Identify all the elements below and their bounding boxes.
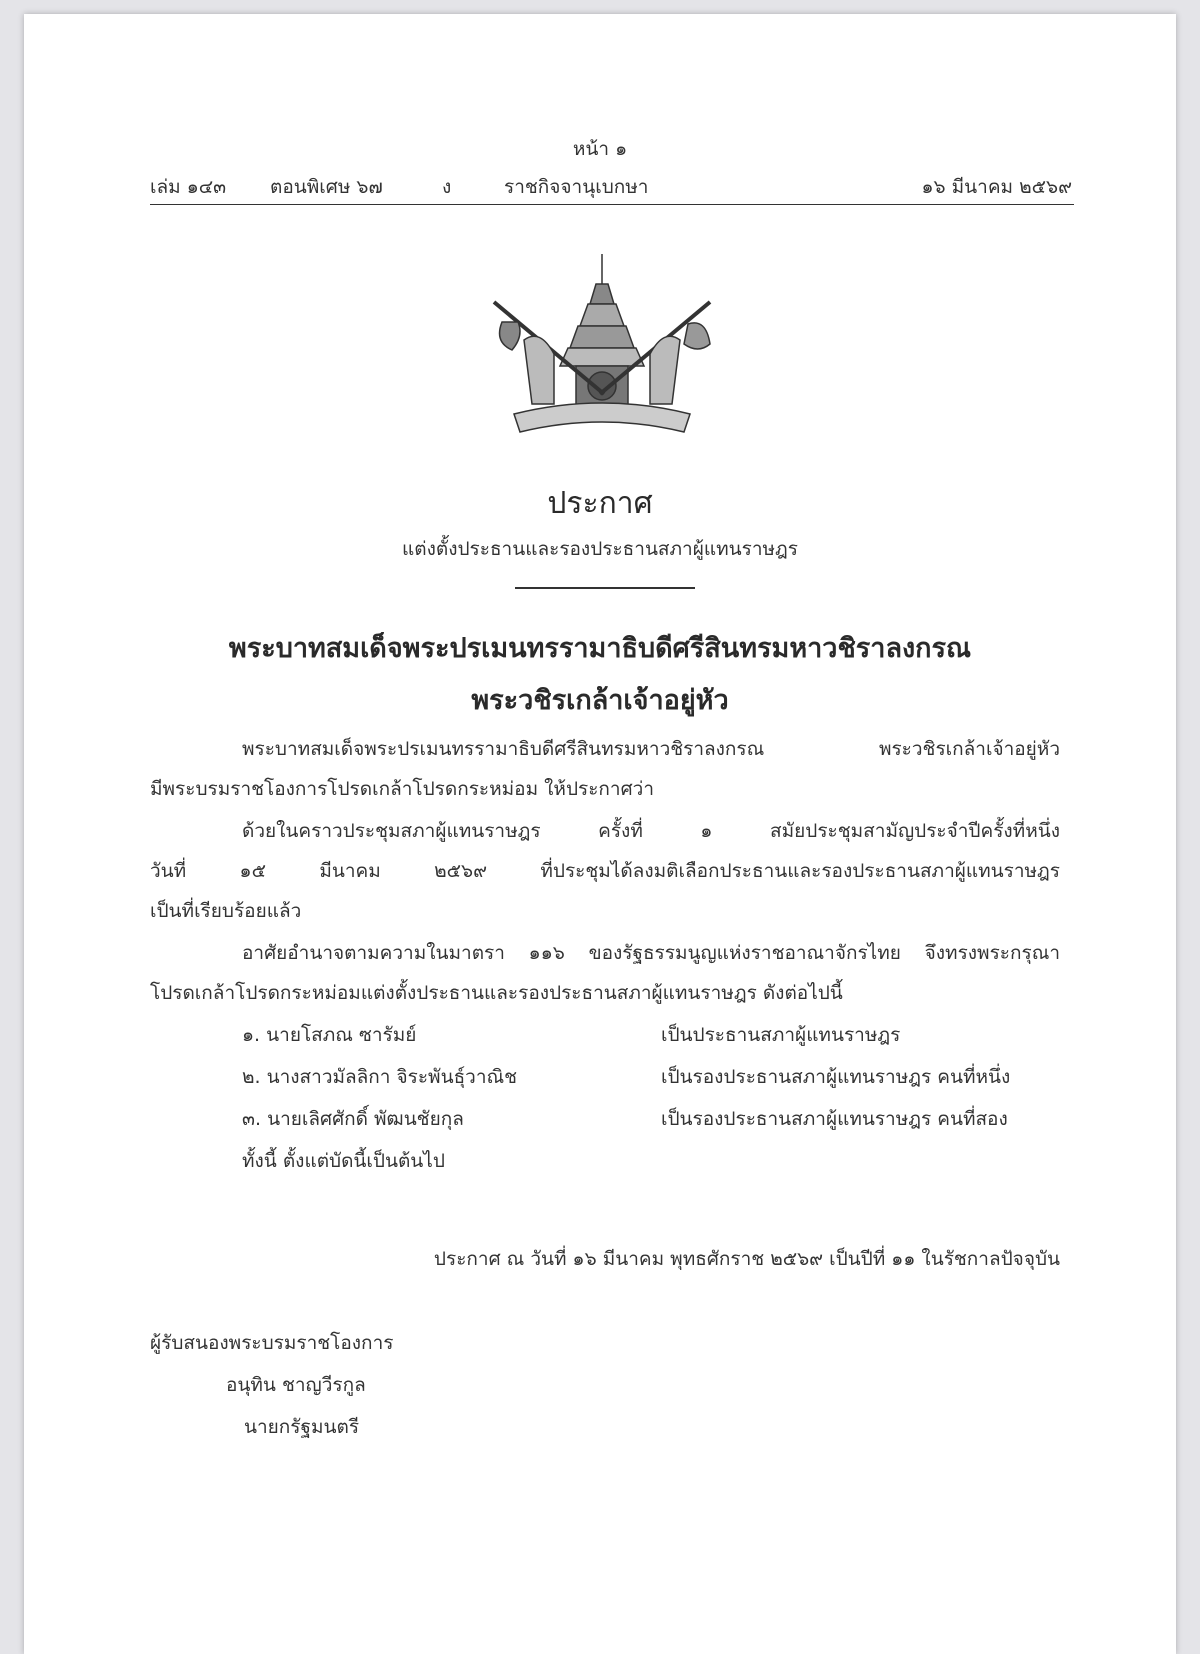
document-page — [24, 14, 1176, 1654]
page-number: หน้า ๑ — [572, 138, 628, 160]
paragraph-1-line2: มีพระบรมราชโองการโปรดเกล้าโปรดกระหม่อม ให้ประกาศว่า — [150, 778, 655, 800]
appointment-3-position: เป็นรองประธานสภาผู้แทนราษฎร คนที่สอง — [661, 1108, 1008, 1130]
paragraph-3-line2: โปรดเกล้าโปรดกระหม่อมแต่งตั้งประธานและรองประธานสภาผู้แทนราษฎร ดังต่อไปนี้ — [150, 982, 843, 1004]
proclamation-date: ประกาศ ณ วันที่ ๑๖ มีนาคม พุทธศักราช ๒๕๖๙ เป็นปีที่ ๑๑ ในรัชกาลปัจจุบัน — [433, 1248, 1060, 1270]
signatory-name: อนุทิน ชาญวีรกูล — [226, 1374, 366, 1396]
appointment-2 — [242, 1062, 517, 1092]
paragraph-3-line1: อาศัยอำนาจตามความในมาตรา ๑๑๖ ของรัฐธรรมนูญแห่งราชอาณาจักรไทย จึงทรงพระกรุณา — [242, 942, 1060, 964]
appointment-number: ๒. — [242, 1066, 261, 1088]
appointee-name: นางสาวมัลลิกา จิระพันธุ์วาณิช — [266, 1066, 518, 1088]
appointment-number: ๑. — [242, 1024, 261, 1046]
appointee-name: นายโสภณ ซารัมย์ — [266, 1024, 417, 1046]
paragraph-2-line3: เป็นที่เรียบร้อยแล้ว — [150, 900, 302, 922]
document-title: ประกาศ — [547, 486, 653, 521]
paragraph-1-line1: พระบาทสมเด็จพระปรเมนทรรามาธิบดีศรีสินทรมหาวชิราลงกรณ พระวชิรเกล้าเจ้าอยู่หัว — [242, 738, 1060, 760]
appointee-name: นายเลิศศักดิ์ พัฒนชัยกุล — [267, 1108, 464, 1130]
header-divider — [150, 204, 1074, 205]
section-label: ตอนพิเศษ ๖๗ — [270, 176, 383, 198]
royal-garuda-emblem-icon — [484, 244, 720, 444]
section-letter: ง — [442, 176, 452, 198]
appointment-1 — [242, 1020, 416, 1050]
appointment-1-position: เป็นประธานสภาผู้แทนราษฎร — [661, 1024, 901, 1046]
signatory-title: นายกรัฐมนตรี — [244, 1416, 360, 1438]
publication-name: ราชกิจจานุเบกษา — [504, 176, 649, 198]
paragraph-2-line1: ด้วยในคราวประชุมสภาผู้แทนราษฎร ครั้งที่ ๑ สมัยประชุมสามัญประจำปีครั้งที่หนึ่ง — [242, 820, 1060, 842]
appointment-3 — [242, 1104, 464, 1134]
volume-label: เล่ม ๑๔๓ — [150, 176, 227, 198]
document-subtitle: แต่งตั้งประธานและรองประธานสภาผู้แทนราษฎร — [402, 538, 798, 560]
countersign-label: ผู้รับสนองพระบรมราชโองการ — [150, 1332, 394, 1354]
king-name-line1: พระบาทสมเด็จพระปรเมนทรรามาธิบดีศรีสินทรมหาวชิราลงกรณ — [228, 633, 972, 664]
title-divider — [515, 587, 695, 589]
header-date: ๑๖ มีนาคม ๒๕๖๙ — [921, 176, 1072, 198]
paragraph-2-line2: วันที่ ๑๕ มีนาคม ๒๕๖๙ ที่ประชุมได้ลงมติเลือกประธานและรองประธานสภาผู้แทนราษฎร — [150, 860, 1060, 882]
king-name-line2: พระวชิรเกล้าเจ้าอยู่หัว — [471, 685, 729, 716]
appointment-number: ๓. — [242, 1108, 262, 1130]
effective-statement: ทั้งนี้ ตั้งแต่บัดนี้เป็นต้นไป — [242, 1150, 445, 1172]
appointment-2-position: เป็นรองประธานสภาผู้แทนราษฎร คนที่หนึ่ง — [661, 1066, 1011, 1088]
